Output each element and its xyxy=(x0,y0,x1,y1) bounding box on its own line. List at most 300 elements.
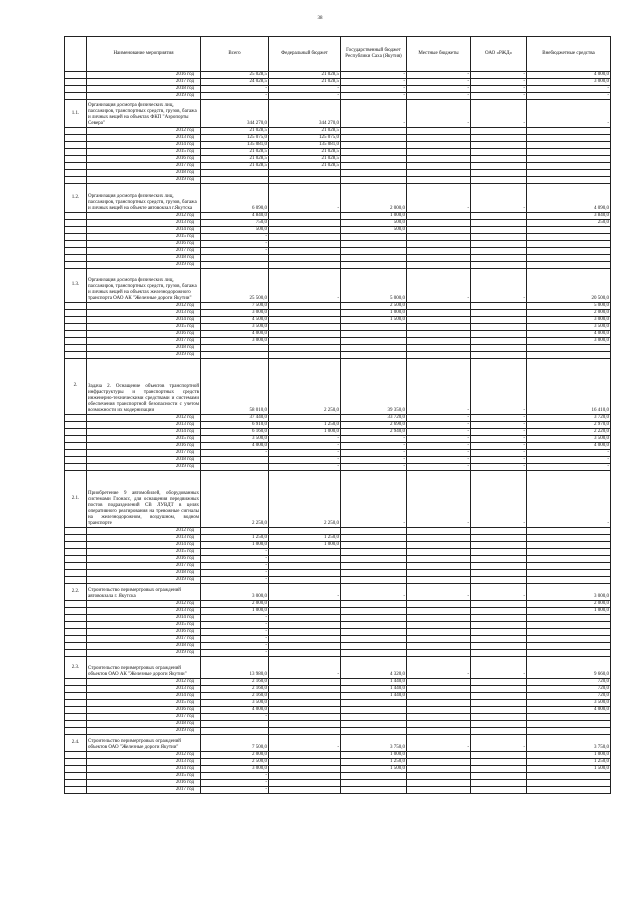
row-rzd: - xyxy=(471,656,527,679)
row-rzd xyxy=(471,569,527,576)
table-row xyxy=(65,700,611,707)
row-local xyxy=(407,309,471,316)
row-rzd xyxy=(471,621,527,628)
row-state: 2 940,0 xyxy=(341,429,407,436)
row-rzd xyxy=(471,721,527,728)
row-name: 2018 год xyxy=(87,170,201,177)
row-federal xyxy=(269,679,341,686)
row-number xyxy=(65,707,87,714)
table-row xyxy=(65,142,611,149)
row-rzd xyxy=(471,649,527,656)
table-row xyxy=(65,628,611,635)
row-federal: 21 028,5 xyxy=(269,156,341,163)
table-header-row xyxy=(65,37,611,72)
row-extra xyxy=(527,773,611,780)
row-total: 1 250,0 xyxy=(201,534,269,541)
row-local: - xyxy=(407,93,471,100)
row-name: 2019 год xyxy=(87,351,201,358)
row-local xyxy=(407,323,471,330)
row-total xyxy=(201,254,269,261)
row-local: - xyxy=(407,464,471,471)
row-extra: - xyxy=(527,464,611,471)
row-federal xyxy=(269,721,341,728)
row-total: 3 000,0 xyxy=(201,309,269,316)
table-row xyxy=(65,212,611,219)
row-local xyxy=(407,635,471,642)
row-state: - xyxy=(341,72,407,79)
row-number xyxy=(65,759,87,766)
table-row xyxy=(65,337,611,344)
row-extra: 3 000,0 xyxy=(527,316,611,323)
row-state xyxy=(341,649,407,656)
table-row xyxy=(65,436,611,443)
row-extra: 4 000,0 xyxy=(527,443,611,450)
row-federal: - xyxy=(269,735,341,752)
row-state: 5 000,0 xyxy=(341,268,407,302)
row-extra xyxy=(527,614,611,621)
row-rzd xyxy=(471,309,527,316)
row-name: 2019 год xyxy=(87,93,201,100)
table-row xyxy=(65,422,611,429)
row-federal xyxy=(269,773,341,780)
table-row xyxy=(65,93,611,100)
row-state xyxy=(341,787,407,794)
row-rzd xyxy=(471,614,527,621)
row-total: 4 000,0 xyxy=(201,707,269,714)
row-federal xyxy=(269,766,341,773)
row-number xyxy=(65,261,87,268)
row-number xyxy=(65,457,87,464)
row-state: 2 000,0 xyxy=(341,184,407,212)
table-row xyxy=(65,72,611,79)
row-local xyxy=(407,607,471,614)
table-row xyxy=(65,86,611,93)
row-state: 4 320,0 xyxy=(341,656,407,679)
row-local xyxy=(407,714,471,721)
row-rzd xyxy=(471,247,527,254)
row-number xyxy=(65,621,87,628)
row-federal xyxy=(269,212,341,219)
row-total: 21 028,5 xyxy=(201,156,269,163)
row-federal xyxy=(269,226,341,233)
row-number xyxy=(65,600,87,607)
row-extra xyxy=(527,548,611,555)
row-rzd xyxy=(471,548,527,555)
row-total: - xyxy=(201,555,269,562)
row-federal xyxy=(269,642,341,649)
row-number xyxy=(65,787,87,794)
table-row xyxy=(65,226,611,233)
row-federal: - xyxy=(269,443,341,450)
row-state: 3 750,0 xyxy=(341,735,407,752)
table-row xyxy=(65,351,611,358)
row-extra xyxy=(527,142,611,149)
table-row xyxy=(65,240,611,247)
row-total: 13 980,0 xyxy=(201,656,269,679)
row-number xyxy=(65,728,87,735)
row-total: 7 500,0 xyxy=(201,735,269,752)
row-rzd xyxy=(471,254,527,261)
row-state xyxy=(341,576,407,583)
row-rzd: - xyxy=(471,464,527,471)
table-row xyxy=(65,464,611,471)
row-rzd: - xyxy=(471,100,527,128)
row-number: 1.1. xyxy=(65,100,87,128)
row-number xyxy=(65,752,87,759)
row-state xyxy=(341,773,407,780)
row-federal xyxy=(269,247,341,254)
row-total: 4 840,0 xyxy=(201,212,269,219)
row-state xyxy=(341,628,407,635)
row-local xyxy=(407,686,471,693)
row-number xyxy=(65,170,87,177)
row-extra: 20 500,0 xyxy=(527,268,611,302)
row-local: - xyxy=(407,429,471,436)
row-number: 2.1. xyxy=(65,471,87,528)
row-rzd: - xyxy=(471,436,527,443)
row-rzd xyxy=(471,212,527,219)
row-state: - xyxy=(341,450,407,457)
row-local: - xyxy=(407,86,471,93)
row-local: - xyxy=(407,436,471,443)
row-federal xyxy=(269,614,341,621)
row-name: 2014 год xyxy=(87,541,201,548)
table-row xyxy=(65,268,611,302)
row-local xyxy=(407,316,471,323)
row-total: - xyxy=(201,773,269,780)
row-total: 4 000,0 xyxy=(201,330,269,337)
row-federal xyxy=(269,621,341,628)
row-extra: - xyxy=(527,450,611,457)
row-total: 6 090,0 xyxy=(201,184,269,212)
row-total: 21 028,5 xyxy=(201,128,269,135)
row-federal: 1 250,0 xyxy=(269,422,341,429)
row-federal: - xyxy=(269,464,341,471)
row-federal: 135 081,0 xyxy=(269,142,341,149)
row-name: 2019 год xyxy=(87,576,201,583)
row-local xyxy=(407,163,471,170)
row-extra xyxy=(527,635,611,642)
row-local xyxy=(407,693,471,700)
row-rzd xyxy=(471,787,527,794)
row-federal xyxy=(269,323,341,330)
row-number xyxy=(65,219,87,226)
row-total: 3 000,0 xyxy=(201,337,269,344)
row-federal xyxy=(269,600,341,607)
row-rzd xyxy=(471,541,527,548)
row-number xyxy=(65,128,87,135)
row-extra: 720,0 xyxy=(527,686,611,693)
row-state: 500,0 xyxy=(341,219,407,226)
row-extra xyxy=(527,261,611,268)
row-name: 2014 год xyxy=(87,766,201,773)
row-local: - xyxy=(407,450,471,457)
row-state xyxy=(341,721,407,728)
row-extra xyxy=(527,135,611,142)
row-local: - xyxy=(407,735,471,752)
row-federal: 21 028,5 xyxy=(269,128,341,135)
row-state xyxy=(341,337,407,344)
row-local xyxy=(407,766,471,773)
row-federal: - xyxy=(269,457,341,464)
row-federal xyxy=(269,170,341,177)
row-local xyxy=(407,219,471,226)
row-rzd xyxy=(471,766,527,773)
row-federal xyxy=(269,649,341,656)
row-total: 3 000,0 xyxy=(201,583,269,600)
table-row xyxy=(65,721,611,728)
row-extra: 720,0 xyxy=(527,679,611,686)
row-total: - xyxy=(201,628,269,635)
row-name: 2014 год xyxy=(87,226,201,233)
row-state xyxy=(341,247,407,254)
row-rzd xyxy=(471,607,527,614)
row-rzd xyxy=(471,628,527,635)
table-row xyxy=(65,780,611,787)
row-federal xyxy=(269,707,341,714)
header-rzd: ОАО «РЖД» xyxy=(471,37,527,72)
table-row xyxy=(65,714,611,721)
row-rzd xyxy=(471,555,527,562)
row-state xyxy=(341,607,407,614)
table-row xyxy=(65,569,611,576)
table-row xyxy=(65,135,611,142)
row-total: - xyxy=(201,247,269,254)
row-extra: 16 410,0 xyxy=(527,358,611,415)
row-total: 58 010,0 xyxy=(201,358,269,415)
row-number xyxy=(65,226,87,233)
row-state xyxy=(341,323,407,330)
table-row xyxy=(65,443,611,450)
row-federal: 1 000,0 xyxy=(269,429,341,436)
row-number xyxy=(65,555,87,562)
row-name: 2015 год xyxy=(87,233,201,240)
row-state: 2 690,0 xyxy=(341,422,407,429)
row-state: 1 440,0 xyxy=(341,693,407,700)
row-number xyxy=(65,344,87,351)
row-rzd xyxy=(471,337,527,344)
row-total: - xyxy=(201,240,269,247)
row-name: 2019 год xyxy=(87,177,201,184)
row-total: 37 440,0 xyxy=(201,415,269,422)
row-state: 39 350,0 xyxy=(341,358,407,415)
row-number xyxy=(65,679,87,686)
row-state: - xyxy=(341,100,407,128)
row-name: 2015 год xyxy=(87,436,201,443)
table-row xyxy=(65,548,611,555)
row-rzd: - xyxy=(471,184,527,212)
row-state: 500,0 xyxy=(341,226,407,233)
row-federal: 1 000,0 xyxy=(269,541,341,548)
row-extra xyxy=(527,649,611,656)
row-number xyxy=(65,614,87,621)
table-row xyxy=(65,576,611,583)
funding-table xyxy=(64,36,611,794)
row-local: - xyxy=(407,415,471,422)
row-state xyxy=(341,156,407,163)
row-rzd xyxy=(471,170,527,177)
table-row xyxy=(65,450,611,457)
row-local xyxy=(407,212,471,219)
row-rzd xyxy=(471,600,527,607)
row-federal xyxy=(269,527,341,534)
row-name: Строительство перимертровых ограждений объектов ОАО "Железные дороги Якутии" xyxy=(87,735,201,752)
row-local xyxy=(407,614,471,621)
row-rzd xyxy=(471,142,527,149)
row-rzd: - xyxy=(471,268,527,302)
row-name: 2013 год xyxy=(87,759,201,766)
row-name: 2012 год xyxy=(87,212,201,219)
row-local: - xyxy=(407,184,471,212)
row-local: - xyxy=(407,443,471,450)
header-state: Государственный бюджет Республики Саха (Якутия) xyxy=(341,37,407,72)
table-row xyxy=(65,184,611,212)
row-total: 125 075,0 xyxy=(201,135,269,142)
row-name: Организация досмотра физических лиц, пассажиров, транспортных средств, грузов, багажа и личных вещей на объектах ФКП "Аэропорты Севера" xyxy=(87,100,201,128)
row-rzd: - xyxy=(471,443,527,450)
row-name: 2015 год xyxy=(87,773,201,780)
row-state xyxy=(341,541,407,548)
row-total: - xyxy=(201,642,269,649)
row-extra: 2 970,0 xyxy=(527,422,611,429)
row-local xyxy=(407,576,471,583)
row-number xyxy=(65,254,87,261)
row-local xyxy=(407,621,471,628)
row-name: 2012 год xyxy=(87,752,201,759)
table-row xyxy=(65,773,611,780)
row-number xyxy=(65,534,87,541)
row-name: 2016 год xyxy=(87,72,201,79)
row-local xyxy=(407,226,471,233)
table-row xyxy=(65,534,611,541)
row-rzd: - xyxy=(471,471,527,528)
row-number: 1.3. xyxy=(65,268,87,302)
row-name: 2013 год xyxy=(87,607,201,614)
row-federal xyxy=(269,780,341,787)
row-number xyxy=(65,714,87,721)
row-federal xyxy=(269,344,341,351)
row-state: 1 440,0 xyxy=(341,679,407,686)
row-federal xyxy=(269,177,341,184)
table-row xyxy=(65,693,611,700)
row-number xyxy=(65,86,87,93)
row-federal: 2 250,0 xyxy=(269,471,341,528)
row-local xyxy=(407,787,471,794)
row-number xyxy=(65,780,87,787)
row-total: 2 250,0 xyxy=(201,471,269,528)
row-extra xyxy=(527,541,611,548)
row-total xyxy=(201,464,269,471)
row-total: - xyxy=(201,787,269,794)
row-federal xyxy=(269,576,341,583)
row-local xyxy=(407,600,471,607)
table-row xyxy=(65,163,611,170)
row-rzd xyxy=(471,759,527,766)
row-local xyxy=(407,240,471,247)
row-rzd xyxy=(471,534,527,541)
row-name: 2012 год xyxy=(87,527,201,534)
row-state xyxy=(341,330,407,337)
row-total: - xyxy=(201,548,269,555)
table-row xyxy=(65,177,611,184)
table-row xyxy=(65,621,611,628)
row-rzd xyxy=(471,351,527,358)
row-name: 2018 год xyxy=(87,86,201,93)
row-extra: 3 720,0 xyxy=(527,415,611,422)
row-number xyxy=(65,607,87,614)
row-number xyxy=(65,323,87,330)
row-total: 24 028,5 xyxy=(201,79,269,86)
row-number xyxy=(65,464,87,471)
row-name: 2014 год xyxy=(87,316,201,323)
row-state xyxy=(341,707,407,714)
row-number xyxy=(65,548,87,555)
row-federal xyxy=(269,693,341,700)
row-local xyxy=(407,254,471,261)
table-row xyxy=(65,679,611,686)
table-row xyxy=(65,149,611,156)
row-total xyxy=(201,728,269,735)
row-total: 21 028,5 xyxy=(201,149,269,156)
row-name: Строительство перимертровых ограждений объектов ОАО АК "Железные дороги Якутии" xyxy=(87,656,201,679)
table-row xyxy=(65,254,611,261)
row-local xyxy=(407,649,471,656)
row-name: 2019 год xyxy=(87,464,201,471)
row-state: - xyxy=(341,86,407,93)
row-total: - xyxy=(201,635,269,642)
row-state: - xyxy=(341,457,407,464)
row-total: 6 910,0 xyxy=(201,422,269,429)
table-row xyxy=(65,156,611,163)
table-row xyxy=(65,316,611,323)
row-federal xyxy=(269,219,341,226)
row-total: 2 160,0 xyxy=(201,679,269,686)
row-name: 2017 год xyxy=(87,635,201,642)
row-rzd: - xyxy=(471,72,527,79)
row-total xyxy=(201,721,269,728)
row-number xyxy=(65,330,87,337)
row-total: - xyxy=(201,614,269,621)
row-name: 2016 год xyxy=(87,555,201,562)
table-row xyxy=(65,555,611,562)
row-total: 750,0 xyxy=(201,219,269,226)
row-rzd: - xyxy=(471,93,527,100)
row-local xyxy=(407,527,471,534)
row-extra xyxy=(527,344,611,351)
row-total: - xyxy=(201,562,269,569)
row-extra xyxy=(527,240,611,247)
row-number xyxy=(65,233,87,240)
row-name: 2012 год xyxy=(87,302,201,309)
row-state xyxy=(341,780,407,787)
row-name: 2012 год xyxy=(87,600,201,607)
row-name: 2013 год xyxy=(87,309,201,316)
row-extra: 250,0 xyxy=(527,219,611,226)
row-name: 2018 год xyxy=(87,721,201,728)
row-local xyxy=(407,728,471,735)
row-rzd xyxy=(471,773,527,780)
row-extra: 3 000,0 xyxy=(527,79,611,86)
row-name: 2018 год xyxy=(87,569,201,576)
table-row xyxy=(65,787,611,794)
row-extra: - xyxy=(527,93,611,100)
row-federal xyxy=(269,569,341,576)
row-local xyxy=(407,156,471,163)
table-row xyxy=(65,79,611,86)
row-federal xyxy=(269,351,341,358)
row-local xyxy=(407,541,471,548)
row-federal xyxy=(269,240,341,247)
